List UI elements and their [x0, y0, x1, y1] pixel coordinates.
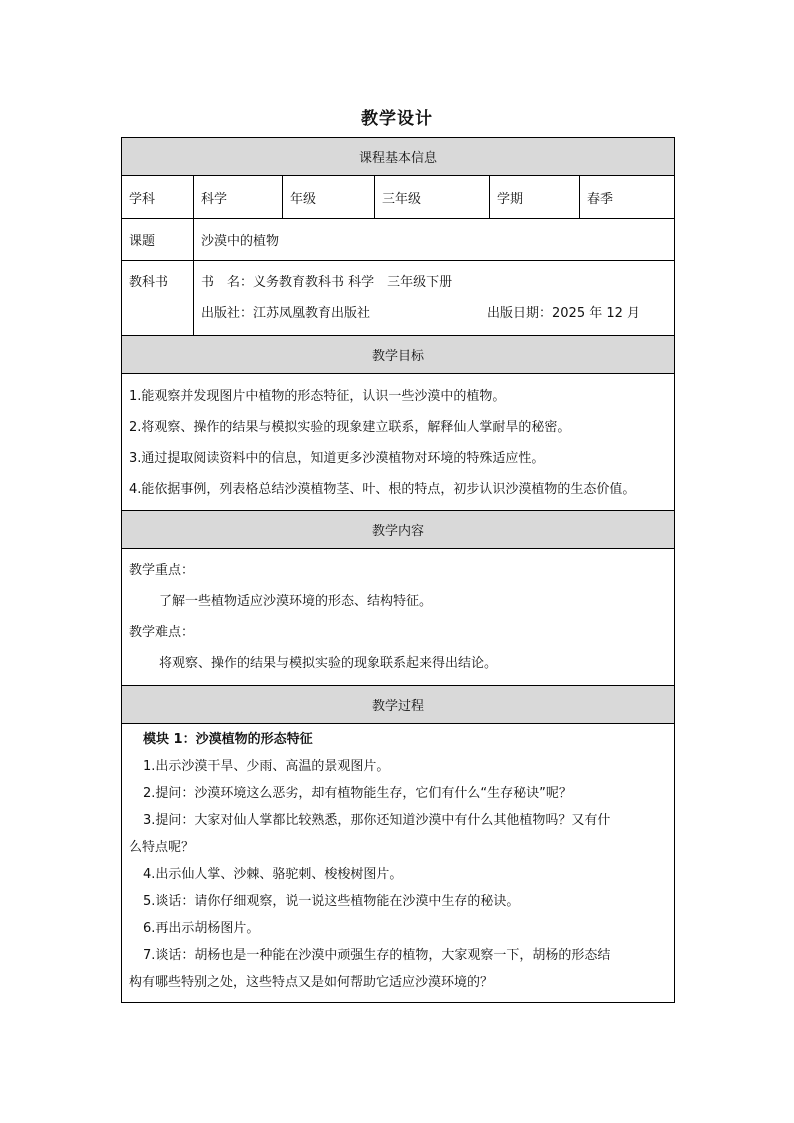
difficult-point-text: 将观察、操作的结果与模拟实验的现象联系起来得出结论。	[159, 656, 498, 671]
textbook-label-text: 教科书	[129, 275, 169, 290]
process-step: 3.提问：大家对仙人掌都比较熟悉，那你还知道沙漠中有什么其他植物吗？又有什	[143, 813, 611, 828]
publisher: 出版社：江苏凤凰教育出版社	[201, 306, 371, 321]
process-step: 2.提问：沙漠环境这么恶劣，却有植物能生存，它们有什么“生存秘诀”呢？	[143, 786, 572, 801]
textbook-label	[122, 261, 194, 336]
book-name: 书 名：义务教育教科书 科学 三年级下册	[201, 275, 453, 290]
goal-item: 2.将观察、操作的结果与模拟实验的现象建立联系，解释仙人掌耐旱的秘密。	[129, 420, 571, 435]
process-step-continued: 构有哪些特别之处，这些特点又是如何帮助它适应沙漠环境的？	[129, 975, 494, 990]
section-header-basic-info: 课程基本信息	[122, 138, 675, 176]
content-cell	[122, 549, 675, 686]
lesson-plan-table	[121, 137, 675, 1003]
textbook-info	[194, 261, 675, 336]
subject-label: 学科	[122, 176, 194, 219]
process-step: 7.谈话：胡杨也是一种能在沙漠中顽强生存的植物，大家观察一下，胡杨的形态结	[143, 948, 611, 963]
section-header-goals: 教学目标	[122, 336, 675, 374]
goal-item: 3.通过提取阅读资料中的信息，知道更多沙漠植物对环境的特殊适应性。	[129, 451, 545, 466]
section-header-process: 教学过程	[122, 686, 675, 724]
process-step: 5.谈话：请你仔细观察，说一说这些植物能在沙漠中生存的秘诀。	[143, 894, 520, 909]
goals-cell	[122, 374, 675, 511]
grade-value: 三年级	[375, 176, 490, 219]
grade-label: 年级	[283, 176, 375, 219]
module-title: 模块 1：沙漠植物的形态特征	[143, 732, 313, 747]
goal-item: 4.能依据事例，列表格总结沙漠植物茎、叶、根的特点，初步认识沙漠植物的生态价值。	[129, 482, 636, 497]
key-point-text: 了解一些植物适应沙漠环境的形态、结构特征。	[159, 594, 433, 609]
process-cell	[122, 724, 675, 1003]
publish-date: 出版日期：2025 年 12 月	[487, 306, 641, 321]
topic-label: 课题	[122, 219, 194, 261]
document-title: 教学设计	[361, 109, 433, 129]
topic-value: 沙漠中的植物	[194, 219, 675, 261]
section-header-content: 教学内容	[122, 511, 675, 549]
process-step: 4.出示仙人掌、沙棘、骆驼刺、梭梭树图片。	[143, 867, 403, 882]
process-step: 1.出示沙漠干旱、少雨、高温的景观图片。	[143, 759, 390, 774]
key-point-label: 教学重点：	[129, 563, 195, 578]
subject-value: 科学	[194, 176, 283, 219]
term-label: 学期	[490, 176, 580, 219]
term-value: 春季	[580, 176, 675, 219]
publisher-row	[201, 298, 667, 329]
goal-item: 1.能观察并发现图片中植物的形态特征，认识一些沙漠中的植物。	[129, 389, 506, 404]
process-step: 6.再出示胡杨图片。	[143, 921, 260, 936]
difficult-point-label: 教学难点：	[129, 625, 195, 640]
process-step-continued: 么特点呢？	[129, 840, 195, 855]
